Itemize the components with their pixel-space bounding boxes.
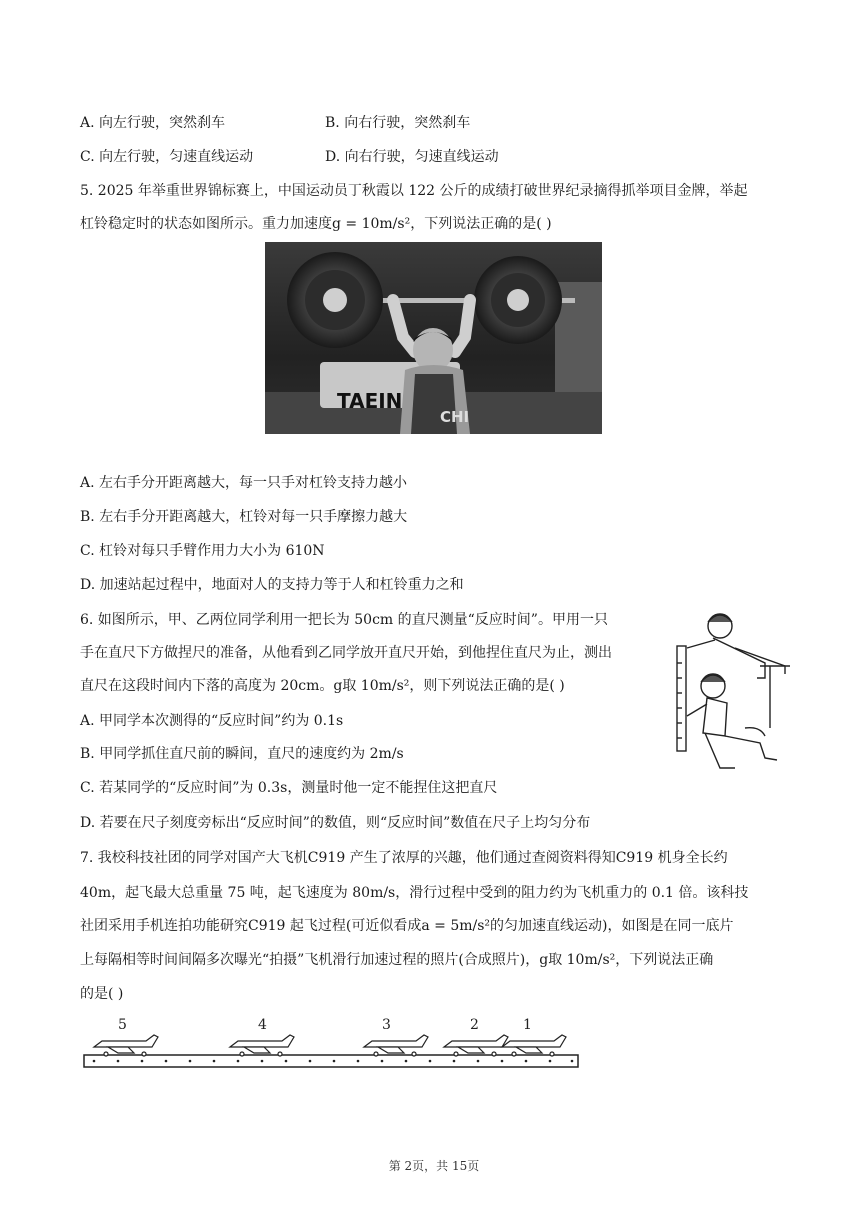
q5-stem-line2: 杠铃稳定时的状态如图所示。重力加速度g = 10m/s²，下列说法正确的是( ) <box>80 216 552 232</box>
weightlifter-photo <box>265 242 602 434</box>
q6-stem-line3: 直尺在这段时间内下落的高度为 20cm。g取 10m/s²，则下列说法正确的是( ) <box>80 678 565 694</box>
q5-option-c: C. 杠铃对每只手臂作用力大小为 610N <box>80 543 325 559</box>
plane-label-1: 1 <box>523 1017 532 1033</box>
q7-stem-line5: 的是( ) <box>80 986 124 1002</box>
q4-option-d: D. 向右行驶，匀速直线运动 <box>325 149 499 165</box>
plane-exposure-diagram <box>82 1013 582 1071</box>
plane-label-3: 3 <box>382 1017 391 1033</box>
q5-option-a: A. 左右手分开距离越大，每一只手对杠铃支持力越小 <box>80 475 408 491</box>
q7-stem-line3: 社团采用手机连拍功能研究C919 起飞过程(可近似看成a = 5m/s²的匀加速直线运动)，如图是在同一底片 <box>80 918 734 934</box>
q5-stem-line1: 5. 2025 年举重世界锦标赛上，中国运动员丁秋霞以 122 公斤的成绩打破世界纪录摘得抓举项目金牌，举起 <box>80 183 748 199</box>
q5-option-b: B. 左右手分开距离越大，杠铃对每一只手摩擦力越大 <box>80 509 408 525</box>
q7-stem-line4: 上每隔相等时间间隔多次曝光“拍摄”飞机滑行加速过程的照片(合成照片)，g取 10m/s²，下列说法正确 <box>80 952 714 968</box>
ruler-reaction-illustration <box>665 608 790 773</box>
q6-option-c: C. 若某同学的“反应时间”为 0.3s，测量时他一定不能捏住这把直尺 <box>80 780 498 796</box>
plane-label-4: 4 <box>258 1017 267 1033</box>
q7-stem-line2: 40m，起飞最大总重量 75 吨，起飞速度为 80m/s，滑行过程中受到的阻力约为飞机重力的 0.1 倍。该科技 <box>80 885 749 901</box>
q6-stem-line2: 手在直尺下方做捏尺的准备，从他看到乙同学放开直尺开始，到他捏住直尺为止，测出 <box>80 645 612 661</box>
q6-option-a: A. 甲同学本次测得的“反应时间”约为 0.1s <box>80 713 344 729</box>
q6-option-b: B. 甲同学抓住直尺前的瞬间，直尺的速度约为 2m/s <box>80 746 404 762</box>
sponsor-text: TAEIN <box>337 389 403 413</box>
plane-label-2: 2 <box>470 1017 479 1033</box>
plane-label-5: 5 <box>118 1017 127 1033</box>
jersey-text: CHI <box>440 408 470 426</box>
q7-stem-line1: 7. 我校科技社团的同学对国产大飞机C919 产生了浓厚的兴趣，他们通过查阅资料得知C919 机身全长约 <box>80 850 728 866</box>
q6-stem-line1: 6. 如图所示，甲、乙两位同学利用一把长为 50cm 的直尺测量“反应时间”。甲用一只 <box>80 612 608 628</box>
q4-option-b: B. 向右行驶，突然刹车 <box>325 115 471 131</box>
q5-option-d: D. 加速站起过程中，地面对人的支持力等于人和杠铃重力之和 <box>80 577 464 593</box>
q4-option-a: A. 向左行驶，突然刹车 <box>80 115 226 131</box>
q6-option-d: D. 若要在尺子刻度旁标出“反应时间”的数值，则“反应时间”数值在尺子上均匀分布 <box>80 815 591 831</box>
q4-option-c: C. 向左行驶，匀速直线运动 <box>80 149 254 165</box>
page-footer: 第 2页，共 15页 <box>388 1159 480 1173</box>
